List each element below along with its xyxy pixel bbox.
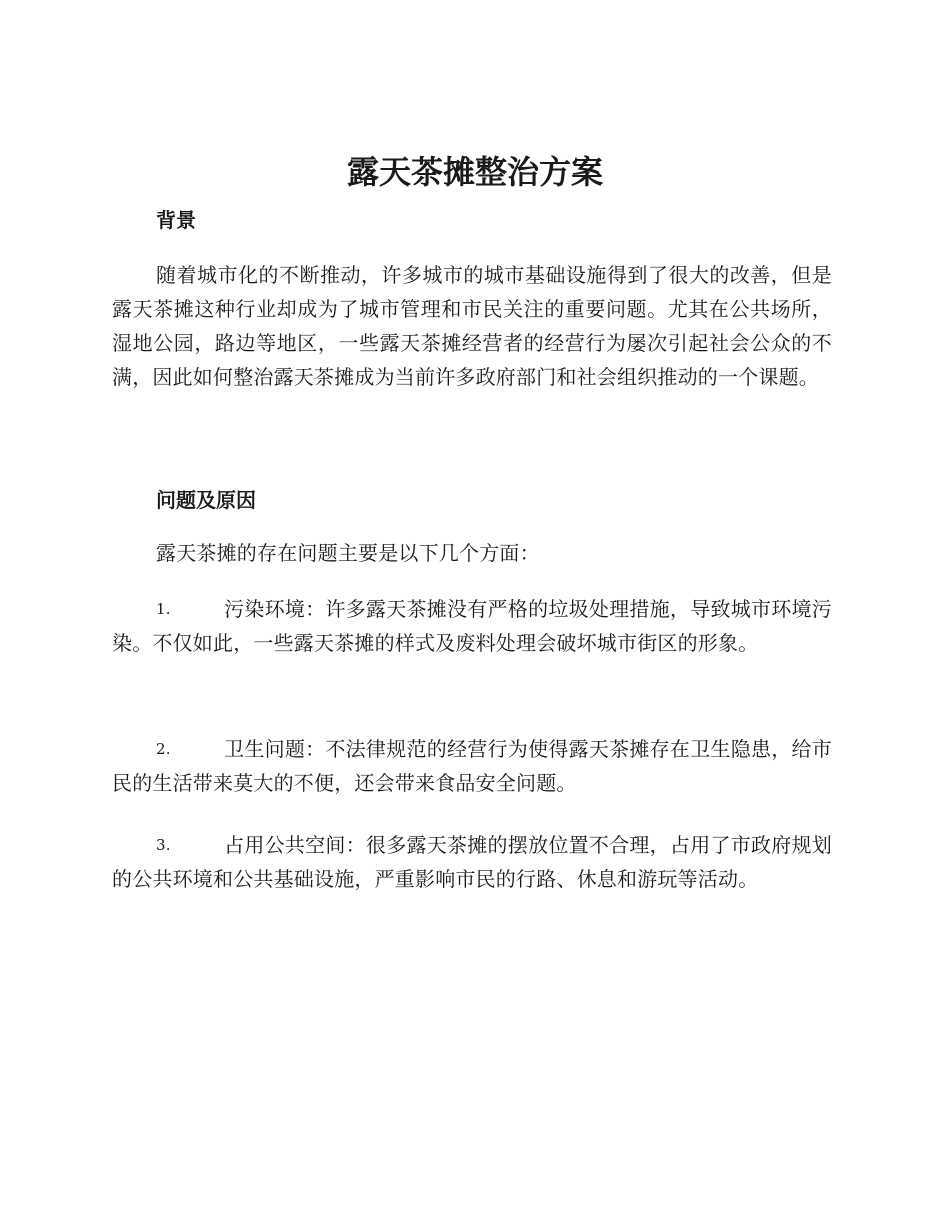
list-number: 1.: [156, 600, 171, 618]
problems-intro: 露天茶摊的存在问题主要是以下几个方面：: [156, 541, 540, 565]
section-heading-background: 背景: [156, 208, 196, 232]
section-heading-problems: 问题及原因: [156, 488, 256, 512]
list-item-2: [112, 732, 832, 800]
list-number: 2.: [156, 740, 171, 758]
list-item-text: 占用公共空间：很多露天茶摊的摆放位置不合理，占用了市政府规划的公共环境和公共基础设施，严重影响市民的行路、休息和游玩等活动。: [112, 833, 832, 891]
document-title: 露天茶摊整治方案: [346, 153, 603, 191]
list-number: 3.: [156, 836, 171, 854]
background-paragraph: 随着城市化的不断推动，许多城市的城市基础设施得到了很大的改善，但是露天茶摊这种行业却成为了城市管理和市民关注的重要问题。尤其在公共场所，湿地公园，路边等地区，一些露天茶摊经营者的经营行为屡次引起社会公众的不满，因此如何整治露天茶摊成为当前许多政府部门和社会组织推动的一个课题。: [112, 263, 832, 389]
list-item-text: 卫生问题：不法律规范的经营行为使得露天茶摊存在卫生隐患，给市民的生活带来莫大的不便，还会带来食品安全问题。: [112, 737, 832, 795]
list-item-3: [112, 828, 832, 896]
list-item-text: 污染环境：许多露天茶摊没有严格的垃圾处理措施，导致城市环境污染。不仅如此，一些露天茶摊的样式及废料处理会破坏城市街区的形象。: [112, 597, 832, 655]
list-item-1: [112, 592, 832, 660]
